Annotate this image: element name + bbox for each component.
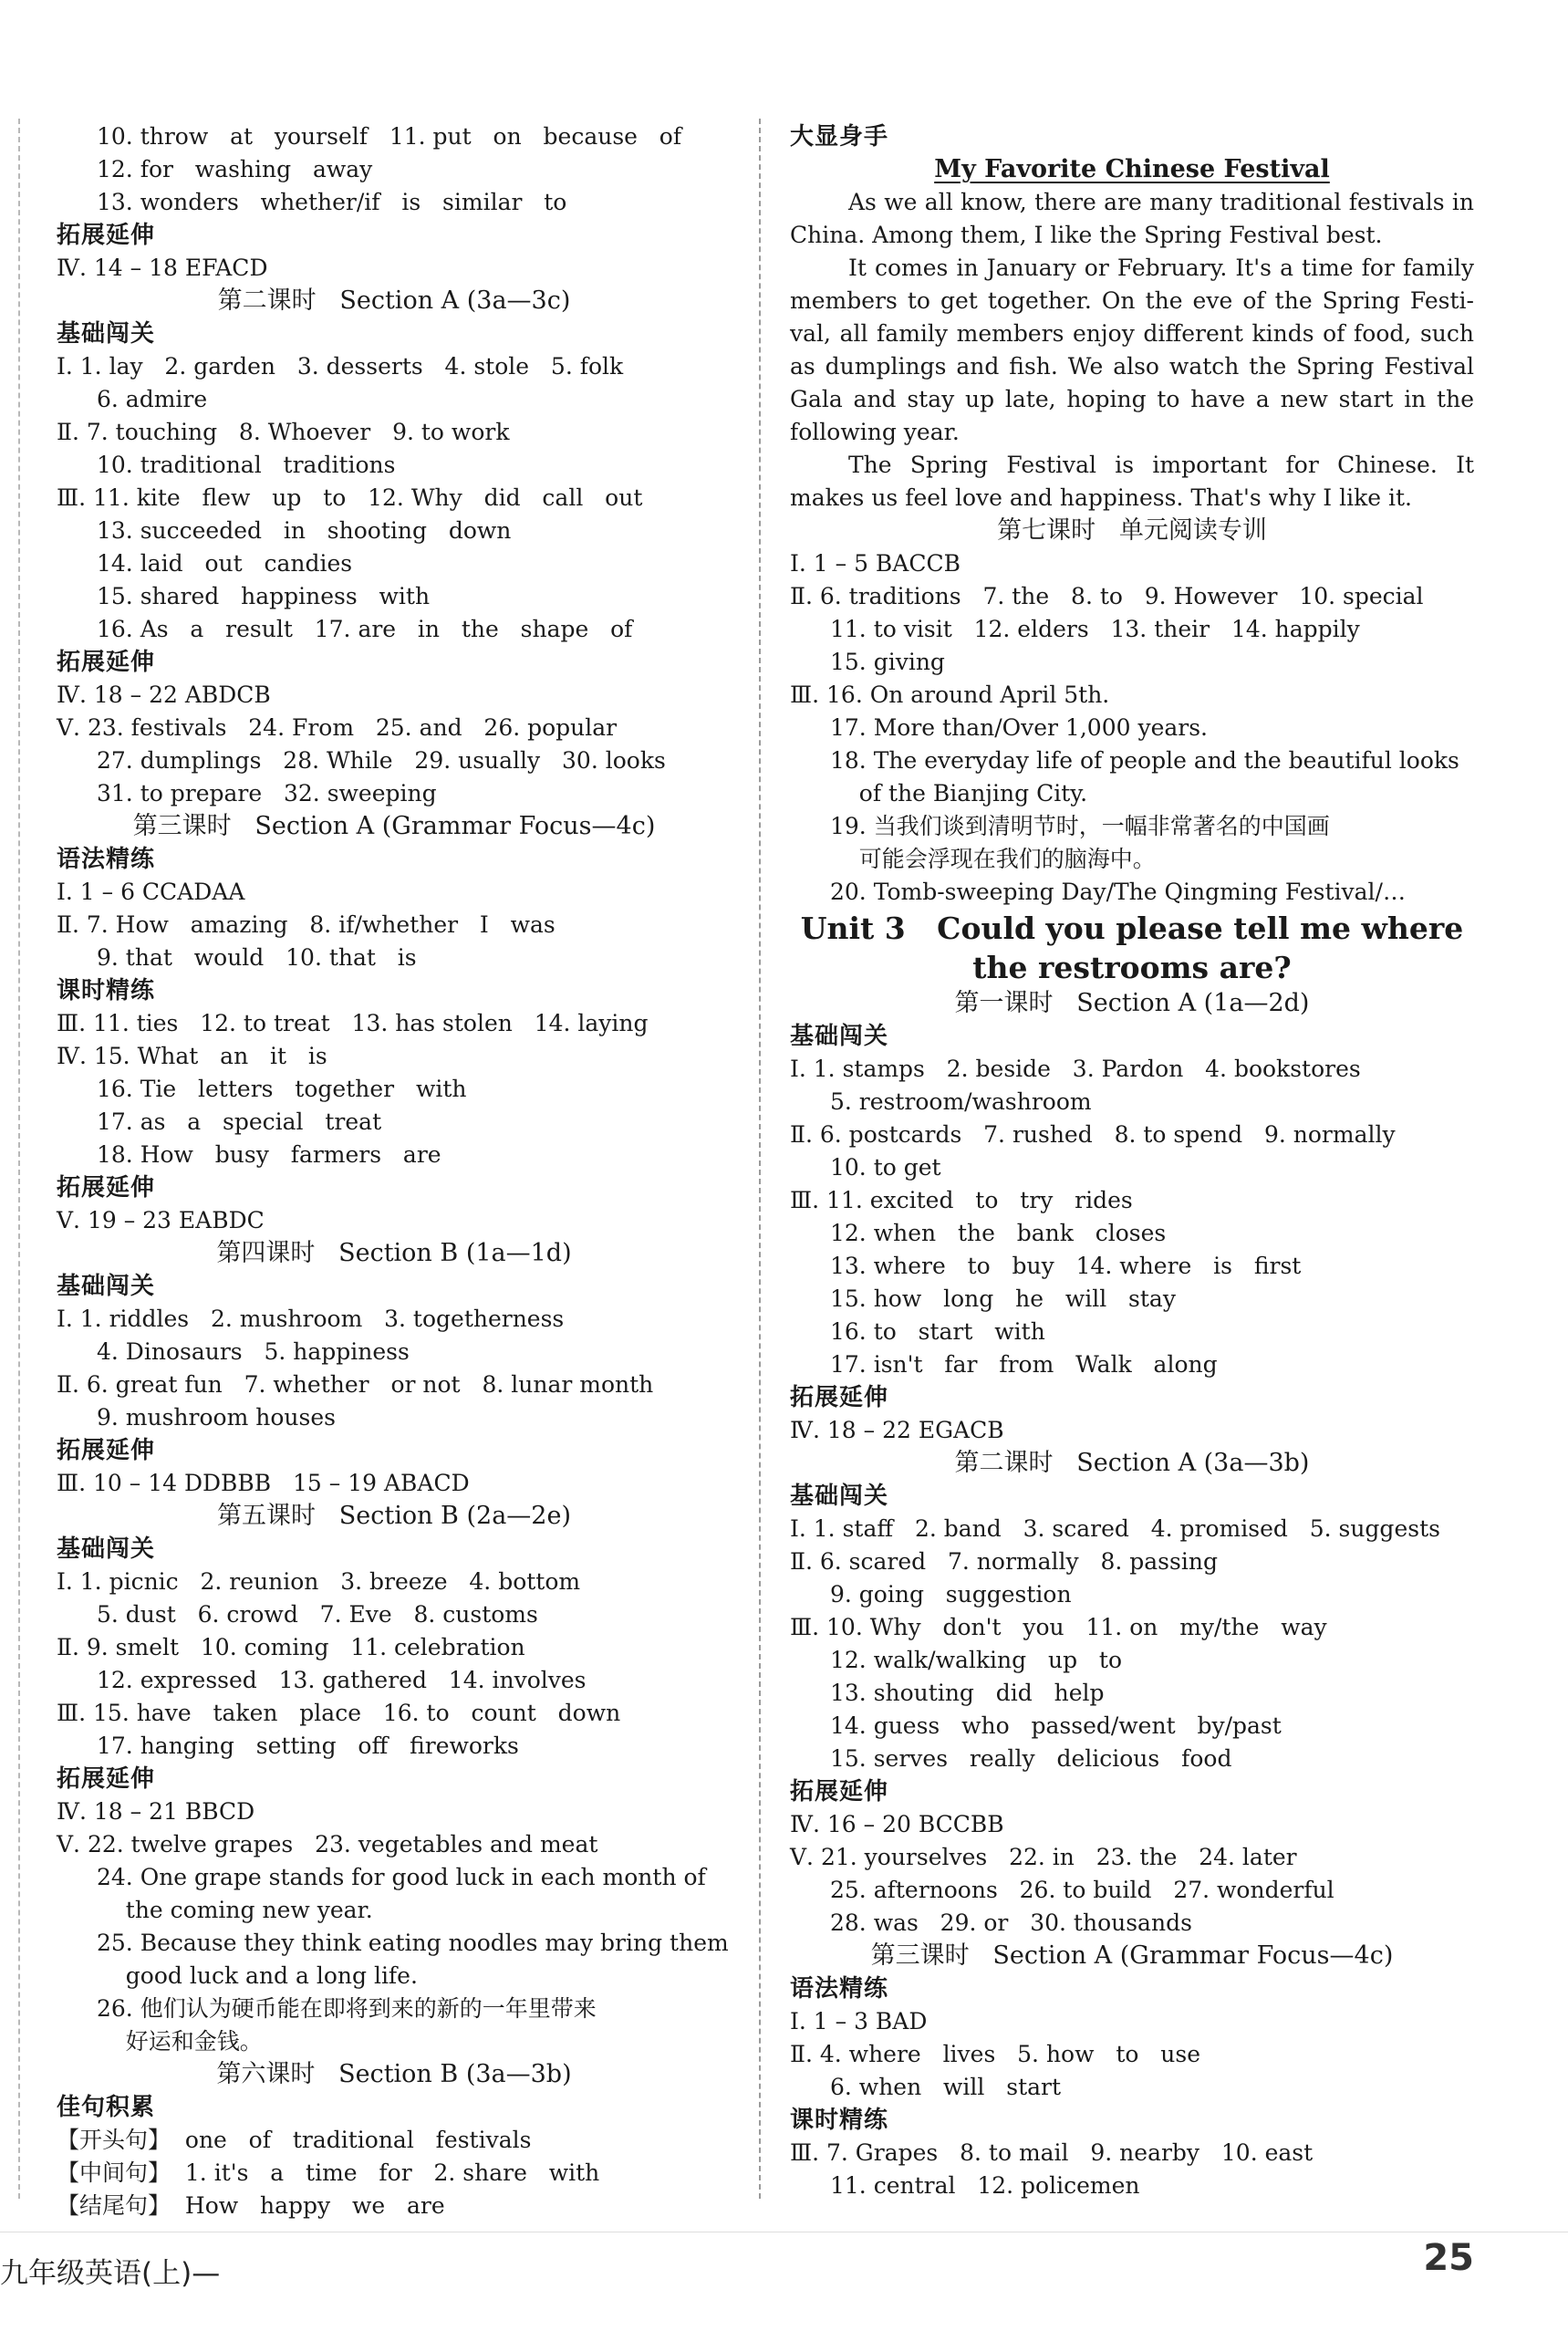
- section-heading: 拓展延伸: [57, 1765, 156, 1793]
- section-heading: 基础闯关: [790, 1023, 889, 1050]
- answer-line: 【中间句】 1. it's a time for 2. share with: [57, 2159, 600, 2186]
- essay-line: following year.: [790, 419, 960, 445]
- answer-line: 24. One grape stands for good luck in each month of: [97, 1864, 706, 1890]
- section-heading: 基础闯关: [790, 1483, 889, 1510]
- lesson-heading: 第二课时 Section A (3a—3c): [217, 286, 571, 315]
- answer-line: 17. as a special treat: [97, 1108, 382, 1135]
- section-heading: 拓展延伸: [790, 1384, 889, 1411]
- answer-line: Ⅳ. 18 – 21 BBCD: [57, 1798, 255, 1825]
- answer-line: Ⅱ. 7. touching 8. Whoever 9. to work: [57, 419, 510, 445]
- lesson-heading: 第三课时 Section A (Grammar Focus—4c): [870, 1941, 1394, 1970]
- answer-line: good luck and a long life.: [97, 1962, 418, 1989]
- lesson-heading: 第六课时 Section B (3a—3b): [216, 2060, 572, 2088]
- lesson-heading: 第四课时 Section B (1a—1d): [216, 1239, 572, 1267]
- page-number: 25: [1423, 2237, 1474, 2279]
- answer-line: Ⅱ. 6. scared 7. normally 8. passing: [790, 1548, 1218, 1575]
- answer-line: 12. walk/walking up to: [830, 1647, 1123, 1673]
- answer-line: 26. 他们认为硬币能在即将到来的新的一年里带来: [97, 1995, 597, 2022]
- section-heading: 基础闯关: [57, 1535, 156, 1563]
- answer-line: Ⅱ. 6. great fun 7. whether or not 8. lunar month: [57, 1371, 654, 1398]
- section-heading: 基础闯关: [57, 320, 156, 348]
- answer-line: Ⅰ. 1. lay 2. garden 3. desserts 4. stole 5. folk: [57, 353, 624, 380]
- answer-line: 25. afternoons 26. to build 27. wonderful: [830, 1877, 1334, 1903]
- answer-line: 15. shared happiness with: [97, 583, 431, 609]
- section-heading: 基础闯关: [57, 1273, 156, 1300]
- answer-line: of the Bianjing City.: [830, 780, 1088, 806]
- answer-line: 25. Because they think eating noodles may bring them: [97, 1930, 729, 1956]
- answer-line: 可能会浮现在我们的脑海中。: [830, 846, 1156, 872]
- answer-line: 17. isn't far from Walk along: [830, 1351, 1218, 1378]
- answer-line: Ⅱ. 6. traditions 7. the 8. to 9. However 10. special: [790, 583, 1424, 609]
- footer-book-label: 九年级英语(上)—: [0, 2257, 221, 2290]
- answer-line: 16. Tie letters together with: [97, 1076, 467, 1102]
- answer-line: Ⅰ. 1. riddles 2. mushroom 3. togetherness: [57, 1306, 565, 1332]
- answer-line: 16. to start with: [830, 1318, 1045, 1345]
- section-heading: 拓展延伸: [790, 1778, 889, 1805]
- answer-line: Ⅲ. 11. excited to try rides: [790, 1187, 1133, 1213]
- essay-line: The Spring Festival is important for Chinese. It: [848, 452, 1474, 478]
- answer-line: the coming new year.: [97, 1897, 373, 1923]
- answer-line: Ⅳ. 18 – 22 ABDCB: [57, 682, 271, 708]
- lesson-heading: 第五课时 Section B (2a—2e): [217, 1502, 571, 1530]
- answer-line: Ⅲ. 10. Why don't you 11. on my/the way: [790, 1614, 1327, 1640]
- answer-line: 9. going suggestion: [830, 1581, 1072, 1608]
- essay-line: Gala and stay up late, hoping to have a new start in the: [790, 386, 1474, 412]
- answer-line: Ⅰ. 1. picnic 2. reunion 3. breeze 4. bottom: [57, 1568, 581, 1595]
- answer-line: 16. As a result 17. are in the shape of: [97, 616, 633, 642]
- answer-line: 5. restroom/washroom: [830, 1088, 1092, 1115]
- section-heading: 语法精练: [57, 846, 156, 873]
- answer-line: 4. Dinosaurs 5. happiness: [97, 1338, 410, 1365]
- answer-line: Ⅳ. 15. What an it is: [57, 1043, 327, 1069]
- answer-line: 15. giving: [830, 649, 945, 675]
- answer-line: Ⅰ. 1. staff 2. band 3. scared 4. promised 5. suggests: [790, 1515, 1440, 1542]
- answer-line: 11. to visit 12. elders 13. their 14. happily: [830, 616, 1360, 642]
- answer-line: 18. The everyday life of people and the beautiful looks: [830, 747, 1459, 774]
- lesson-heading: 第七课时 单元阅读专训: [997, 516, 1267, 545]
- answer-line: 19. 当我们谈到清明节时，一幅非常著名的中国画: [830, 813, 1330, 839]
- answer-line: 14. laid out candies: [97, 550, 353, 577]
- essay-title: My Favorite Chinese Festival: [934, 155, 1330, 183]
- answer-line: 15. serves really delicious food: [830, 1745, 1232, 1772]
- essay-line: as dumplings and fish. We also watch the Spring Festival: [790, 353, 1474, 380]
- section-heading: 佳句积累: [57, 2094, 156, 2121]
- answer-line: 6. admire: [97, 386, 208, 412]
- answer-line: 17. More than/Over 1,000 years.: [830, 714, 1209, 741]
- unit-title: Unit 3 Could you please tell me where: [800, 911, 1464, 946]
- essay-line: members to get together. On the eve of the Spring Festi-: [790, 287, 1474, 314]
- answer-line: Ⅰ. 1 – 3 BAD: [790, 2008, 928, 2034]
- answer-line: 13. wonders whether/if is similar to: [97, 189, 567, 215]
- answer-line: Ⅱ. 9. smelt 10. coming 11. celebration: [57, 1634, 525, 1660]
- answer-line: Ⅲ. 10 – 14 DDBBB 15 – 19 ABACD: [57, 1470, 470, 1496]
- answer-line: Ⅲ. 7. Grapes 8. to mail 9. nearby 10. east: [790, 2139, 1314, 2166]
- section-heading: 拓展延伸: [57, 1437, 156, 1464]
- answer-line: 5. dust 6. crowd 7. Eve 8. customs: [97, 1601, 538, 1628]
- answer-line: 28. was 29. or 30. thousands: [830, 1910, 1192, 1936]
- answer-line: 13. succeeded in shooting down: [97, 517, 512, 544]
- answer-line: 31. to prepare 32. sweeping: [97, 780, 437, 806]
- section-heading: 课时精练: [790, 2107, 889, 2134]
- answer-line: 【开头句】 one of traditional festivals: [57, 2127, 532, 2153]
- essay-line: As we all know, there are many traditional festivals in: [848, 189, 1474, 215]
- essay-line: China. Among them, I like the Spring Festival best.: [790, 222, 1383, 248]
- lesson-heading: 第三课时 Section A (Grammar Focus—4c): [132, 812, 656, 840]
- answer-line: 12. when the bank closes: [830, 1220, 1167, 1246]
- answer-line: 9. that would 10. that is: [97, 944, 417, 971]
- answer-line: 13. where to buy 14. where is first: [830, 1253, 1302, 1279]
- answer-line: Ⅱ. 7. How amazing 8. if/whether I was: [57, 911, 556, 938]
- answer-line: Ⅱ. 4. where lives 5. how to use: [790, 2041, 1200, 2067]
- essay-line: makes us feel love and happiness. That's why I like it.: [790, 484, 1412, 511]
- answer-line: 12. for washing away: [97, 156, 373, 182]
- column-divider: [759, 119, 761, 2199]
- answer-line: Ⅲ. 11. kite flew up to 12. Why did call out: [57, 484, 643, 511]
- lesson-heading: 第一课时 Section A (1a—2d): [954, 989, 1310, 1017]
- essay-line: val, all family members enjoy different kinds of food, such: [790, 320, 1474, 347]
- answer-line: Ⅱ. 6. postcards 7. rushed 8. to spend 9. normally: [790, 1121, 1396, 1148]
- lesson-heading: 第二课时 Section A (3a—3b): [954, 1449, 1310, 1477]
- answer-line: 10. traditional traditions: [97, 452, 396, 478]
- answer-line: 15. how long he will stay: [830, 1285, 1176, 1312]
- answer-line: 6. when will start: [830, 2074, 1062, 2100]
- answer-line: 17. hanging setting off fireworks: [97, 1733, 519, 1759]
- section-heading: 大显身手: [790, 123, 889, 151]
- right-column: [790, 120, 1474, 2202]
- answer-line: 20. Tomb-sweeping Day/The Qingming Festival/…: [830, 879, 1406, 905]
- answer-line: Ⅲ. 16. On around April 5th.: [790, 682, 1110, 708]
- answer-line: 9. mushroom houses: [97, 1404, 336, 1431]
- answer-line: 12. expressed 13. gathered 14. involves: [97, 1667, 587, 1693]
- answer-line: 10. throw at yourself 11. put on because of: [97, 123, 682, 150]
- answer-line: Ⅳ. 14 – 18 EFACD: [57, 255, 268, 281]
- section-heading: 拓展延伸: [57, 222, 156, 249]
- answer-line: Ⅲ. 15. have taken place 16. to count down: [57, 1700, 621, 1726]
- answer-line: 10. to get: [830, 1154, 941, 1181]
- answer-line: Ⅲ. 11. ties 12. to treat 13. has stolen 14. laying: [57, 1010, 649, 1036]
- left-margin-rule: [18, 119, 20, 2199]
- section-heading: 拓展延伸: [57, 649, 156, 676]
- section-heading: 语法精练: [790, 1975, 889, 2003]
- answer-line: 【结尾句】 How happy we are: [57, 2192, 445, 2219]
- answer-line: 11. central 12. policemen: [830, 2172, 1140, 2199]
- section-heading: 拓展延伸: [57, 1174, 156, 1202]
- left-column: [57, 120, 732, 2222]
- answer-line: 14. guess who passed/went by/past: [830, 1712, 1282, 1739]
- unit-title: the restrooms are?: [972, 950, 1292, 985]
- answer-line: Ⅰ. 1. stamps 2. beside 3. Pardon 4. bookstores: [790, 1056, 1361, 1082]
- answer-line: Ⅳ. 18 – 22 EGACB: [790, 1417, 1004, 1443]
- answer-line: Ⅴ. 23. festivals 24. From 25. and 26. popular: [57, 714, 618, 741]
- section-heading: 课时精练: [57, 977, 156, 1004]
- answer-line: Ⅰ. 1 – 5 BACCB: [790, 550, 961, 577]
- answer-line: 好运和金钱。: [97, 2028, 263, 2055]
- answer-line: 13. shouting did help: [830, 1680, 1105, 1706]
- answer-line: Ⅴ. 22. twelve grapes 23. vegetables and meat: [57, 1831, 598, 1858]
- answer-line: Ⅴ. 19 – 23 EABDC: [57, 1207, 265, 1233]
- essay-line: It comes in January or February. It's a time for family: [848, 255, 1474, 281]
- answer-line: 18. How busy farmers are: [97, 1141, 441, 1168]
- answer-line: Ⅳ. 16 – 20 BCCBB: [790, 1811, 1004, 1837]
- answer-line: Ⅰ. 1 – 6 CCADAA: [57, 879, 245, 905]
- answer-line: 27. dumplings 28. While 29. usually 30. looks: [97, 747, 666, 774]
- answer-line: Ⅴ. 21. yourselves 22. in 23. the 24. later: [790, 1844, 1297, 1870]
